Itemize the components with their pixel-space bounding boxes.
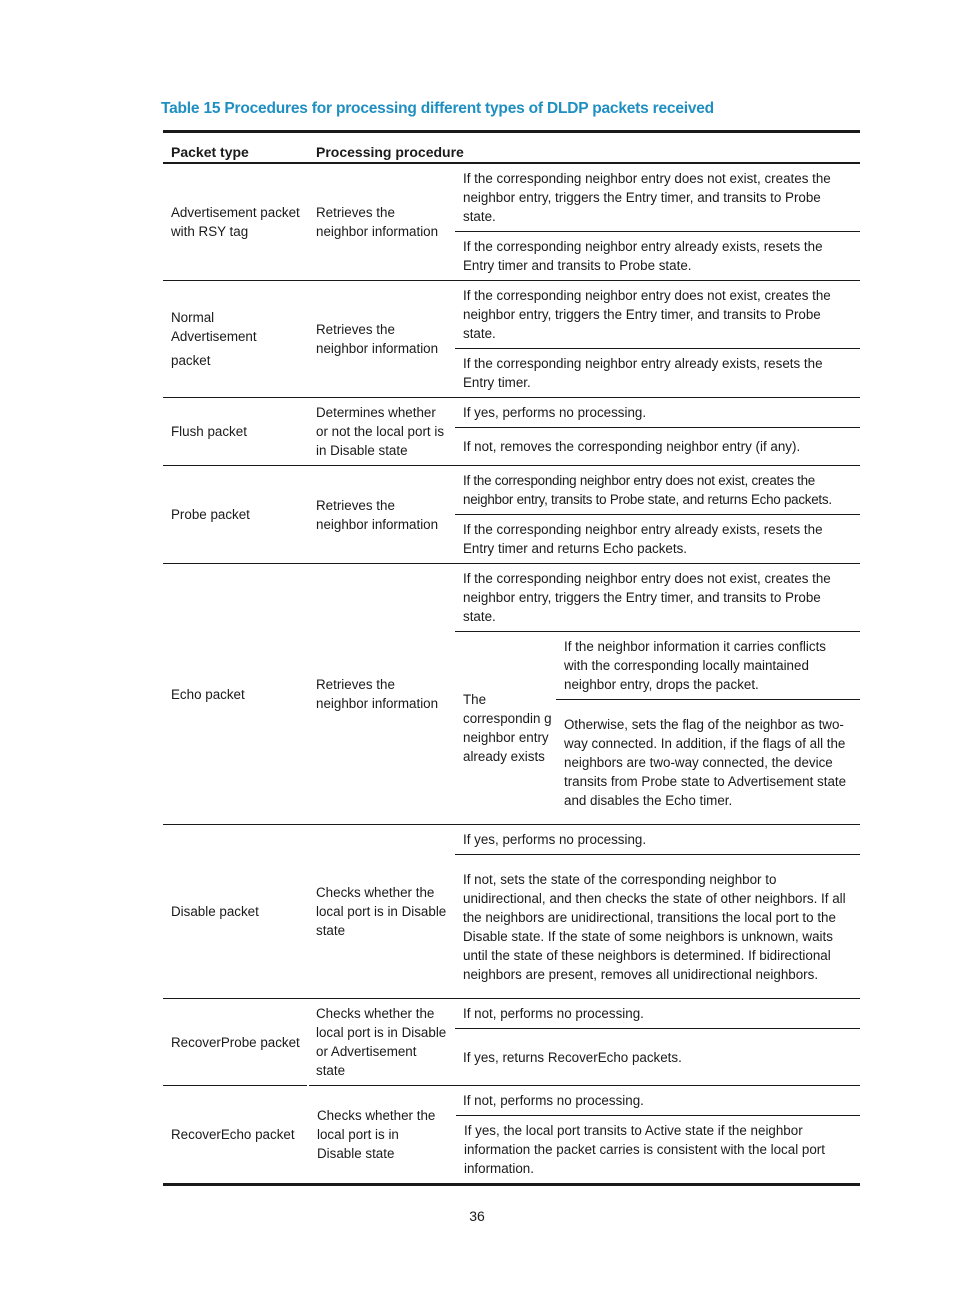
packet-type-cell: RecoverProbe packet	[163, 999, 308, 1086]
procedure-cell: Retrieves the neighbor information	[316, 205, 439, 239]
packet-type-cell: Probe packet	[163, 466, 308, 564]
procedure-cell: Determines whether or not the local port is in Disable state	[308, 398, 455, 466]
procedure-cell: Checks whether the local port is in Disable or Advertisement state	[308, 999, 455, 1086]
packet-type-cell: Flush packet	[163, 398, 308, 466]
nested-table	[455, 632, 860, 824]
dldp-procedures-table	[163, 130, 860, 1186]
result-cell: If not, sets the state of the corresponding neighbor to unidirectional, and then checks the state of other neighbors. If all the neighbors are unidirectional, transitions the local port to the Disable state. If the state of some neighbors is unknown, waits until the state of these neighbors is determined. If bidirectional neighbors are present, removes all unidirectional neighbors.	[455, 855, 860, 999]
procedure-cell: Retrieves the neighbor information	[308, 466, 455, 564]
procedure-cell: Retrieves the neighbor information	[308, 564, 455, 825]
procedure-cell: Checks whether the local port is in Disable state	[308, 1086, 455, 1185]
result-cell: If yes, performs no processing.	[455, 825, 860, 855]
table-row	[163, 999, 860, 1029]
nested-row	[455, 632, 860, 700]
packet-type-line: Normal	[171, 310, 215, 325]
result-cell: If not, performs no processing.	[455, 999, 860, 1029]
table-header-row	[163, 132, 860, 164]
table-row	[163, 163, 860, 232]
packet-type-cell: Advertisement packet with RSY tag	[171, 205, 300, 239]
table-row	[163, 564, 860, 632]
result-cell: If the corresponding neighbor entry does not exist, creates the neighbor entry, triggers the Entry timer, and transits to Probe state.	[455, 564, 860, 632]
exists-condition-cell: The correspondin g neighbor entry already exists	[463, 692, 552, 764]
result-cell: If the corresponding neighbor entry already exists, resets the Entry timer and returns Echo packets.	[455, 515, 860, 564]
packet-type-line: Advertisement	[171, 329, 257, 344]
procedure-cell: Retrieves the neighbor information	[308, 281, 455, 398]
result-cell: If not, performs no processing.	[455, 1086, 860, 1116]
packet-type-cell	[163, 281, 308, 398]
result-cell: If yes, performs no processing.	[455, 398, 860, 428]
packet-type-line: packet	[171, 353, 211, 368]
packet-type-cell: Disable packet	[163, 825, 308, 999]
result-cell: If the corresponding neighbor entry already exists, resets the Entry timer and transits to Probe state.	[455, 232, 860, 281]
page-number: 36	[469, 1208, 485, 1224]
result-cell: If yes, returns RecoverEcho packets.	[455, 1029, 860, 1086]
result-cell: Otherwise, sets the flag of the neighbor as two-way connected. In addition, if the flags of all the neighbors are two-way connected, the device transits from Probe state to Advertisement state and disables the Echo timer.	[556, 700, 860, 825]
packet-type-cell: Echo packet	[163, 564, 308, 825]
packet-type-cell: RecoverEcho packet	[163, 1086, 308, 1185]
procedure-cell: Checks whether the local port is in Disable state	[308, 825, 455, 999]
table-caption: Table 15 Procedures for processing different types of DLDP packets received	[161, 100, 714, 117]
result-cell: If the corresponding neighbor entry does not exist, creates the neighbor entry, triggers the Entry timer, and transits to Probe state.	[463, 171, 831, 224]
header-processing-procedure: Processing procedure	[308, 132, 860, 164]
table-row	[163, 398, 860, 428]
result-cell: If the neighbor information it carries conflicts with the corresponding locally maintained neighbor entry, drops the packet.	[564, 639, 826, 692]
result-cell: If not, removes the corresponding neighbor entry (if any).	[455, 428, 860, 466]
table-row	[163, 825, 860, 855]
nested-cell	[455, 632, 860, 825]
result-cell: If the corresponding neighbor entry does not exist, creates the neighbor entry, transits to Probe state, and returns Echo packets.	[455, 466, 860, 515]
table-row	[163, 281, 860, 349]
table-row	[163, 466, 860, 515]
result-cell: If the corresponding neighbor entry does not exist, creates the neighbor entry, triggers the Entry timer, and transits to Probe state.	[455, 281, 860, 349]
header-packet-type: Packet type	[163, 132, 308, 164]
table-row	[163, 1086, 860, 1116]
result-cell: If yes, the local port transits to Active state if the neighbor information the packet carries is consistent with the local port information.	[455, 1116, 860, 1185]
result-cell: If the corresponding neighbor entry already exists, resets the Entry timer.	[455, 349, 860, 398]
